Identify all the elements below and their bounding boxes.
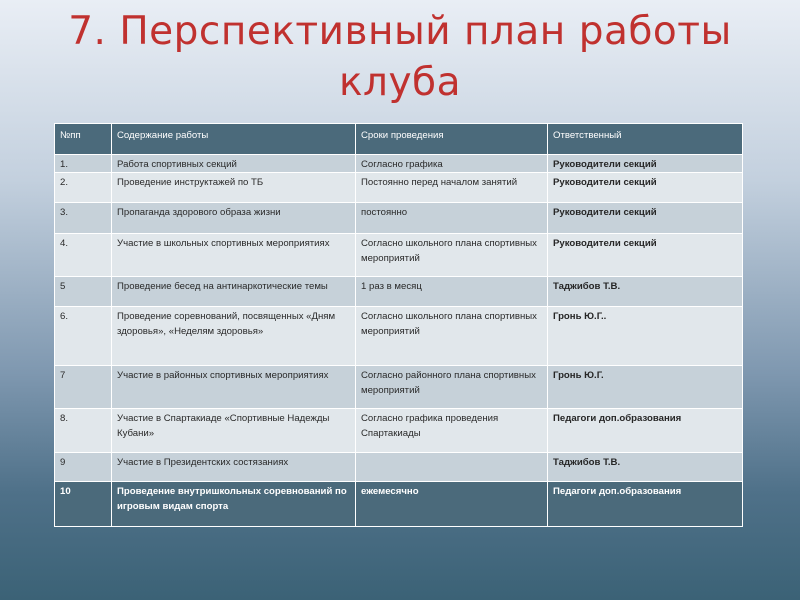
table-row [55,234,743,277]
table-row [55,453,743,482]
cell-timing: постоянно [356,203,548,234]
cell-responsible: Педагоги доп.образования [548,482,743,527]
cell-responsible: Гронь Ю.Г. [548,366,743,409]
table-row [55,366,743,409]
cell-number: 7 [55,366,112,409]
header-responsible: Ответственный [548,124,743,155]
cell-number: 10 [55,482,112,527]
table-row [55,307,743,366]
header-timing: Сроки проведения [356,124,548,155]
cell-number: 8. [55,409,112,453]
cell-timing [356,453,548,482]
cell-content: Участие в районных спортивных мероприятиях [112,366,356,409]
cell-timing: Постоянно перед началом занятий [356,173,548,203]
cell-timing: Согласно школьного плана спортивных мероприятий [356,234,548,277]
table-row [55,155,743,173]
table-row [55,203,743,234]
header-content: Содержание работы [112,124,356,155]
cell-content: Работа спортивных секций [112,155,356,173]
slide-title-line-2: клуба [338,60,461,105]
cell-number: 6. [55,307,112,366]
cell-responsible: Таджибов Т.В. [548,277,743,307]
cell-responsible: Руководители секций [548,234,743,277]
cell-timing: Согласно графика [356,155,548,173]
cell-responsible: Руководители секций [548,203,743,234]
slide-title-line-1: 7. Перспективный план работы [68,9,732,54]
slide-title [0,6,800,108]
cell-number: 9 [55,453,112,482]
cell-timing: Согласно районного плана спортивных мероприятий [356,366,548,409]
table-row [55,277,743,307]
cell-content: Участие в Спартакиаде «Спортивные Надежды Кубани» [112,409,356,453]
cell-content: Участие в школьных спортивных мероприятиях [112,234,356,277]
cell-timing: Согласно школьного плана спортивных мероприятий [356,307,548,366]
work-plan-table [54,123,743,527]
cell-responsible: Руководители секций [548,155,743,173]
cell-number: 3. [55,203,112,234]
cell-timing: Согласно графика проведения Спартакиады [356,409,548,453]
table-row [55,482,743,527]
cell-number: 2. [55,173,112,203]
cell-responsible: Таджибов Т.В. [548,453,743,482]
cell-timing: 1 раз в месяц [356,277,548,307]
cell-number: 1. [55,155,112,173]
table-row [55,409,743,453]
cell-content: Участие в Президентских состязаниях [112,453,356,482]
table-header-row [55,124,743,155]
cell-responsible: Гронь Ю.Г.. [548,307,743,366]
cell-content: Проведение внутришкольных соревнований по игровым видам спорта [112,482,356,527]
cell-responsible: Педагоги доп.образования [548,409,743,453]
header-number: №пп [55,124,112,155]
cell-content: Проведение соревнований, посвященных «Дням здоровья», «Неделям здоровья» [112,307,356,366]
cell-number: 4. [55,234,112,277]
cell-number: 5 [55,277,112,307]
table-row [55,173,743,203]
cell-content: Пропаганда здорового образа жизни [112,203,356,234]
cell-timing: ежемесячно [356,482,548,527]
cell-content: Проведение инструктажей по ТБ [112,173,356,203]
cell-content: Проведение бесед на антинаркотические темы [112,277,356,307]
cell-responsible: Руководители секций [548,173,743,203]
